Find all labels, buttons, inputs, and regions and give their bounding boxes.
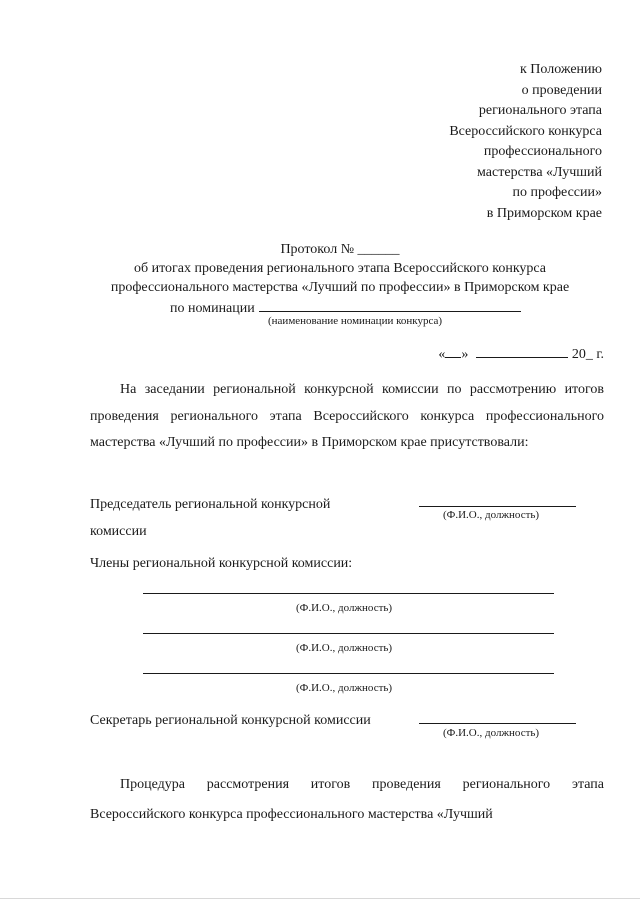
protocol-header [60, 240, 620, 297]
nomination-blank [259, 297, 521, 312]
date-day-blank [445, 345, 461, 358]
appendix-reference [362, 60, 602, 224]
date-month-blank [476, 345, 568, 358]
procedure-paragraph [90, 770, 604, 830]
protocol-subtitle-1: об итогах проведения регионального этапа Всероссийского конкурса [133, 261, 547, 276]
page-bottom-edge [0, 898, 640, 899]
appendix-line: по профессии» [512, 185, 602, 200]
appendix-line: в Приморском крае [486, 205, 602, 221]
appendix-line: профессионального [483, 144, 602, 159]
chair-signature-line [419, 506, 576, 507]
member-caption: (Ф.И.О., должность) [296, 682, 393, 694]
date-close-quote: » [461, 347, 469, 362]
date-year: 20_ г. [571, 347, 604, 362]
appendix-line: к Положению [519, 62, 602, 77]
nomination-caption: (наименование номинации конкурса) [268, 315, 443, 327]
date-open-quote: « [438, 347, 446, 362]
meeting-paragraph-text: На заседании региональной конкурсной комиссии по рассмотрению итогов проведения регионального этапа Всероссийского конкурса профессионального мастерства «Лучший по профессии» в Приморском крае присутствовали: [90, 382, 604, 450]
nomination-label: по номинации [170, 301, 255, 316]
appendix-line: Всероссийского конкурса [449, 123, 602, 139]
procedure-paragraph-text: Процедура рассмотрения итогов проведения регионального этапа Всероссийского конкурса профессионального мастерства «Лучший [90, 777, 604, 822]
meeting-paragraph [90, 377, 604, 457]
secretary-label: Секретарь региональной конкурсной комиссии [90, 713, 371, 728]
member-signature-line [143, 633, 554, 634]
member-caption: (Ф.И.О., должность) [296, 642, 393, 654]
member-signature-line [143, 593, 554, 594]
chair-caption: (Ф.И.О., должность) [443, 509, 540, 521]
appendix-line: регионального этапа [478, 103, 602, 118]
appendix-line: мастерства «Лучший [477, 164, 602, 180]
chair-label: Председатель региональной конкурсной комиссии [90, 497, 331, 539]
secretary-signature-line [419, 723, 576, 724]
protocol-title: Протокол № ______ [280, 242, 400, 257]
members-label: Члены региональной конкурсной комиссии: [90, 556, 353, 571]
member-signature-line [143, 673, 554, 674]
secretary-caption: (Ф.И.О., должность) [443, 727, 540, 739]
appendix-line: о проведении [521, 82, 602, 98]
member-caption: (Ф.И.О., должность) [296, 602, 393, 614]
date-row [438, 345, 604, 363]
protocol-subtitle-2: профессионального мастерства «Лучший по профессии» в Приморском крае [110, 280, 570, 295]
